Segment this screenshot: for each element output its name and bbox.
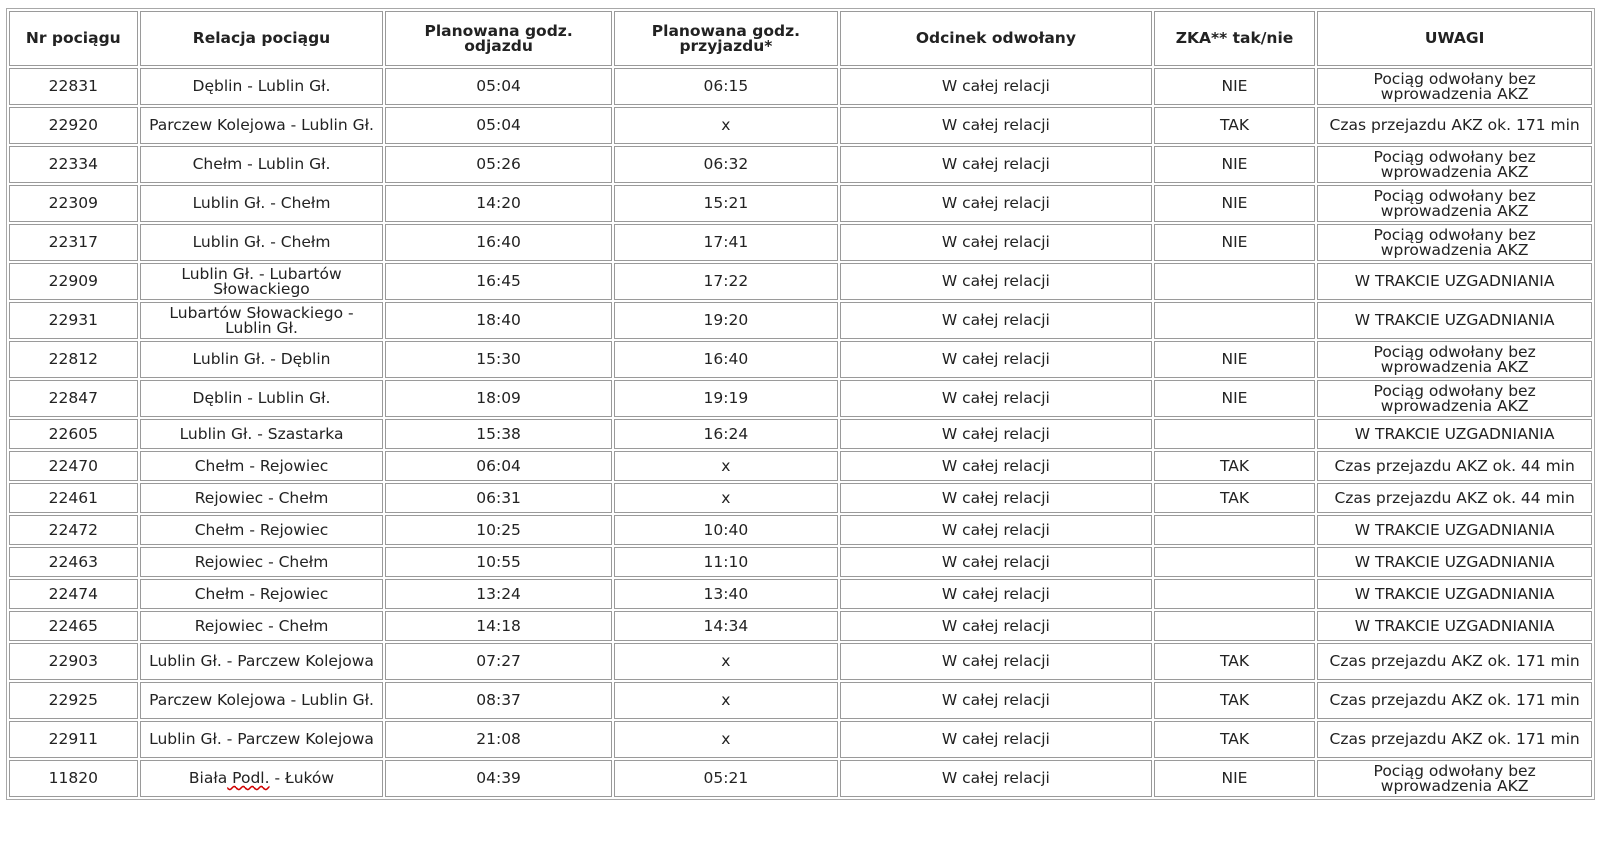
cell-zka [1154, 263, 1316, 300]
header-train-number: Nr pociągu [9, 11, 138, 66]
table-row [9, 68, 1592, 105]
cell-notes: Czas przejazdu AKZ ok. 171 min [1317, 643, 1592, 680]
header-arrival: Planowana godz. przyjazdu* [614, 11, 838, 66]
route-part: - Łuków [269, 769, 335, 787]
header-departure: Planowana godz. odjazdu [385, 11, 611, 66]
cell-zka: NIE [1154, 224, 1316, 261]
cell-zka [1154, 515, 1316, 545]
cell-cancelled-section: W całej relacji [840, 341, 1152, 378]
cell-arrival: x [614, 107, 838, 144]
cell-zka: NIE [1154, 185, 1316, 222]
cell-cancelled-section: W całej relacji [840, 547, 1152, 577]
cell-notes: W TRAKCIE UZGADNIANIA [1317, 547, 1592, 577]
table-row [9, 107, 1592, 144]
cell-zka: TAK [1154, 682, 1316, 719]
cell-train-number: 22605 [9, 419, 138, 449]
cell-departure: 21:08 [385, 721, 611, 758]
cell-notes: Pociąg odwołany bez wprowadzenia AKZ [1317, 185, 1592, 222]
cell-departure: 15:38 [385, 419, 611, 449]
cell-arrival: 19:19 [614, 380, 838, 417]
cell-departure: 14:18 [385, 611, 611, 641]
table-row [9, 341, 1592, 378]
cell-zka: NIE [1154, 146, 1316, 183]
cell-arrival: 06:15 [614, 68, 838, 105]
cell-arrival: 13:40 [614, 579, 838, 609]
cell-arrival: 06:32 [614, 146, 838, 183]
cell-departure: 04:39 [385, 760, 611, 797]
cell-zka [1154, 611, 1316, 641]
table-row [9, 547, 1592, 577]
cell-zka: TAK [1154, 721, 1316, 758]
cell-notes: Czas przejazdu AKZ ok. 171 min [1317, 682, 1592, 719]
cell-train-number: 22309 [9, 185, 138, 222]
cell-route: Lublin Gł. - Parczew Kolejowa [140, 721, 384, 758]
table-row [9, 515, 1592, 545]
cell-train-number: 22465 [9, 611, 138, 641]
cell-cancelled-section: W całej relacji [840, 483, 1152, 513]
cell-notes: Pociąg odwołany bez wprowadzenia AKZ [1317, 146, 1592, 183]
cell-route: Lublin Gł. - Dęblin [140, 341, 384, 378]
cell-arrival: 16:40 [614, 341, 838, 378]
cell-train-number: 11820 [9, 760, 138, 797]
cell-arrival: 14:34 [614, 611, 838, 641]
cell-train-number: 22812 [9, 341, 138, 378]
cell-train-number: 22925 [9, 682, 138, 719]
table-row [9, 380, 1592, 417]
cell-notes: Czas przejazdu AKZ ok. 44 min [1317, 451, 1592, 481]
cell-notes: Pociąg odwołany bez wprowadzenia AKZ [1317, 224, 1592, 261]
route-part: Biała [188, 769, 228, 787]
cell-notes: W TRAKCIE UZGADNIANIA [1317, 419, 1592, 449]
cell-cancelled-section: W całej relacji [840, 380, 1152, 417]
cell-notes: Czas przejazdu AKZ ok. 44 min [1317, 483, 1592, 513]
table-row [9, 643, 1592, 680]
cell-route: Dęblin - Lublin Gł. [140, 380, 384, 417]
cell-route: Chełm - Lublin Gł. [140, 146, 384, 183]
cell-departure: 14:20 [385, 185, 611, 222]
cell-route [140, 760, 384, 797]
cell-departure: 16:40 [385, 224, 611, 261]
cell-route: Chełm - Rejowiec [140, 451, 384, 481]
cell-arrival: 16:24 [614, 419, 838, 449]
cell-arrival: x [614, 451, 838, 481]
cell-arrival: 11:10 [614, 547, 838, 577]
table-row [9, 185, 1592, 222]
cell-cancelled-section: W całej relacji [840, 682, 1152, 719]
table-row [9, 419, 1592, 449]
cell-notes: W TRAKCIE UZGADNIANIA [1317, 579, 1592, 609]
cell-departure: 10:25 [385, 515, 611, 545]
cell-cancelled-section: W całej relacji [840, 302, 1152, 339]
table-row [9, 721, 1592, 758]
cell-departure: 06:04 [385, 451, 611, 481]
table-row [9, 302, 1592, 339]
table-row [9, 224, 1592, 261]
cell-zka [1154, 547, 1316, 577]
cell-train-number: 22470 [9, 451, 138, 481]
cell-departure: 05:04 [385, 107, 611, 144]
cell-route: Lubartów Słowackiego - Lublin Gł. [140, 302, 384, 339]
cell-route: Lublin Gł. - Parczew Kolejowa [140, 643, 384, 680]
cell-train-number: 22911 [9, 721, 138, 758]
cell-departure: 05:26 [385, 146, 611, 183]
header-zka: ZKA** tak/nie [1154, 11, 1316, 66]
cell-departure: 05:04 [385, 68, 611, 105]
cell-arrival: x [614, 721, 838, 758]
cell-notes: Pociąg odwołany bez wprowadzenia AKZ [1317, 380, 1592, 417]
cell-arrival: 19:20 [614, 302, 838, 339]
cell-cancelled-section: W całej relacji [840, 68, 1152, 105]
cell-route: Rejowiec - Chełm [140, 547, 384, 577]
cell-notes: W TRAKCIE UZGADNIANIA [1317, 302, 1592, 339]
table-header-row [9, 11, 1592, 66]
table-row [9, 760, 1592, 797]
cell-train-number: 22463 [9, 547, 138, 577]
table-row [9, 483, 1592, 513]
cell-notes: W TRAKCIE UZGADNIANIA [1317, 515, 1592, 545]
header-route: Relacja pociągu [140, 11, 384, 66]
cell-route: Rejowiec - Chełm [140, 483, 384, 513]
cell-cancelled-section: W całej relacji [840, 419, 1152, 449]
cell-cancelled-section: W całej relacji [840, 451, 1152, 481]
cell-arrival: x [614, 643, 838, 680]
cell-arrival: 05:21 [614, 760, 838, 797]
cell-zka: NIE [1154, 760, 1316, 797]
cell-zka [1154, 419, 1316, 449]
cell-cancelled-section: W całej relacji [840, 146, 1152, 183]
cell-notes: Czas przejazdu AKZ ok. 171 min [1317, 721, 1592, 758]
table-row [9, 611, 1592, 641]
cell-cancelled-section: W całej relacji [840, 185, 1152, 222]
cell-arrival: x [614, 483, 838, 513]
cell-departure: 06:31 [385, 483, 611, 513]
cancelled-trains-table [6, 8, 1595, 800]
cell-train-number: 22903 [9, 643, 138, 680]
cell-train-number: 22472 [9, 515, 138, 545]
table-row [9, 682, 1592, 719]
cell-zka: NIE [1154, 68, 1316, 105]
cell-departure: 18:09 [385, 380, 611, 417]
cell-route: Parczew Kolejowa - Lublin Gł. [140, 107, 384, 144]
cell-arrival: x [614, 682, 838, 719]
cell-zka: TAK [1154, 107, 1316, 144]
cell-route: Dęblin - Lublin Gł. [140, 68, 384, 105]
cell-cancelled-section: W całej relacji [840, 611, 1152, 641]
cell-zka: NIE [1154, 341, 1316, 378]
cell-cancelled-section: W całej relacji [840, 107, 1152, 144]
cell-zka: TAK [1154, 451, 1316, 481]
cell-departure: 16:45 [385, 263, 611, 300]
cell-departure: 15:30 [385, 341, 611, 378]
cell-zka [1154, 579, 1316, 609]
cell-route: Lublin Gł. - Szastarka [140, 419, 384, 449]
cell-train-number: 22831 [9, 68, 138, 105]
cell-departure: 10:55 [385, 547, 611, 577]
table-row [9, 146, 1592, 183]
cell-train-number: 22931 [9, 302, 138, 339]
cell-train-number: 22461 [9, 483, 138, 513]
cell-departure: 13:24 [385, 579, 611, 609]
cell-notes: W TRAKCIE UZGADNIANIA [1317, 263, 1592, 300]
cell-notes: Pociąg odwołany bez wprowadzenia AKZ [1317, 68, 1592, 105]
table-row [9, 263, 1592, 300]
table-row [9, 579, 1592, 609]
table-row [9, 451, 1592, 481]
cell-route: Lublin Gł. - Chełm [140, 185, 384, 222]
cell-train-number: 22474 [9, 579, 138, 609]
cell-route: Lublin Gł. - Chełm [140, 224, 384, 261]
cell-zka: TAK [1154, 483, 1316, 513]
cell-cancelled-section: W całej relacji [840, 643, 1152, 680]
cell-zka: NIE [1154, 380, 1316, 417]
cell-departure: 18:40 [385, 302, 611, 339]
header-notes: UWAGI [1317, 11, 1592, 66]
cell-train-number: 22317 [9, 224, 138, 261]
header-cancelled-section: Odcinek odwołany [840, 11, 1152, 66]
cell-notes: W TRAKCIE UZGADNIANIA [1317, 611, 1592, 641]
cell-arrival: 17:22 [614, 263, 838, 300]
cell-cancelled-section: W całej relacji [840, 721, 1152, 758]
cell-train-number: 22334 [9, 146, 138, 183]
cell-cancelled-section: W całej relacji [840, 515, 1152, 545]
cell-notes: Pociąg odwołany bez wprowadzenia AKZ [1317, 760, 1592, 797]
cell-route: Parczew Kolejowa - Lublin Gł. [140, 682, 384, 719]
cell-route: Lublin Gł. - Lubartów Słowackiego [140, 263, 384, 300]
cell-arrival: 10:40 [614, 515, 838, 545]
cell-notes: Pociąg odwołany bez wprowadzenia AKZ [1317, 341, 1592, 378]
cell-zka [1154, 302, 1316, 339]
cell-cancelled-section: W całej relacji [840, 760, 1152, 797]
route-part-misspelled: Podl. [227, 769, 270, 787]
cell-cancelled-section: W całej relacji [840, 224, 1152, 261]
cell-train-number: 22909 [9, 263, 138, 300]
cell-arrival: 15:21 [614, 185, 838, 222]
cell-cancelled-section: W całej relacji [840, 579, 1152, 609]
cell-zka: TAK [1154, 643, 1316, 680]
cell-train-number: 22847 [9, 380, 138, 417]
cell-route: Chełm - Rejowiec [140, 515, 384, 545]
cell-route: Chełm - Rejowiec [140, 579, 384, 609]
cell-departure: 07:27 [385, 643, 611, 680]
cell-notes: Czas przejazdu AKZ ok. 171 min [1317, 107, 1592, 144]
cell-cancelled-section: W całej relacji [840, 263, 1152, 300]
cell-arrival: 17:41 [614, 224, 838, 261]
cell-route: Rejowiec - Chełm [140, 611, 384, 641]
cell-departure: 08:37 [385, 682, 611, 719]
cell-train-number: 22920 [9, 107, 138, 144]
